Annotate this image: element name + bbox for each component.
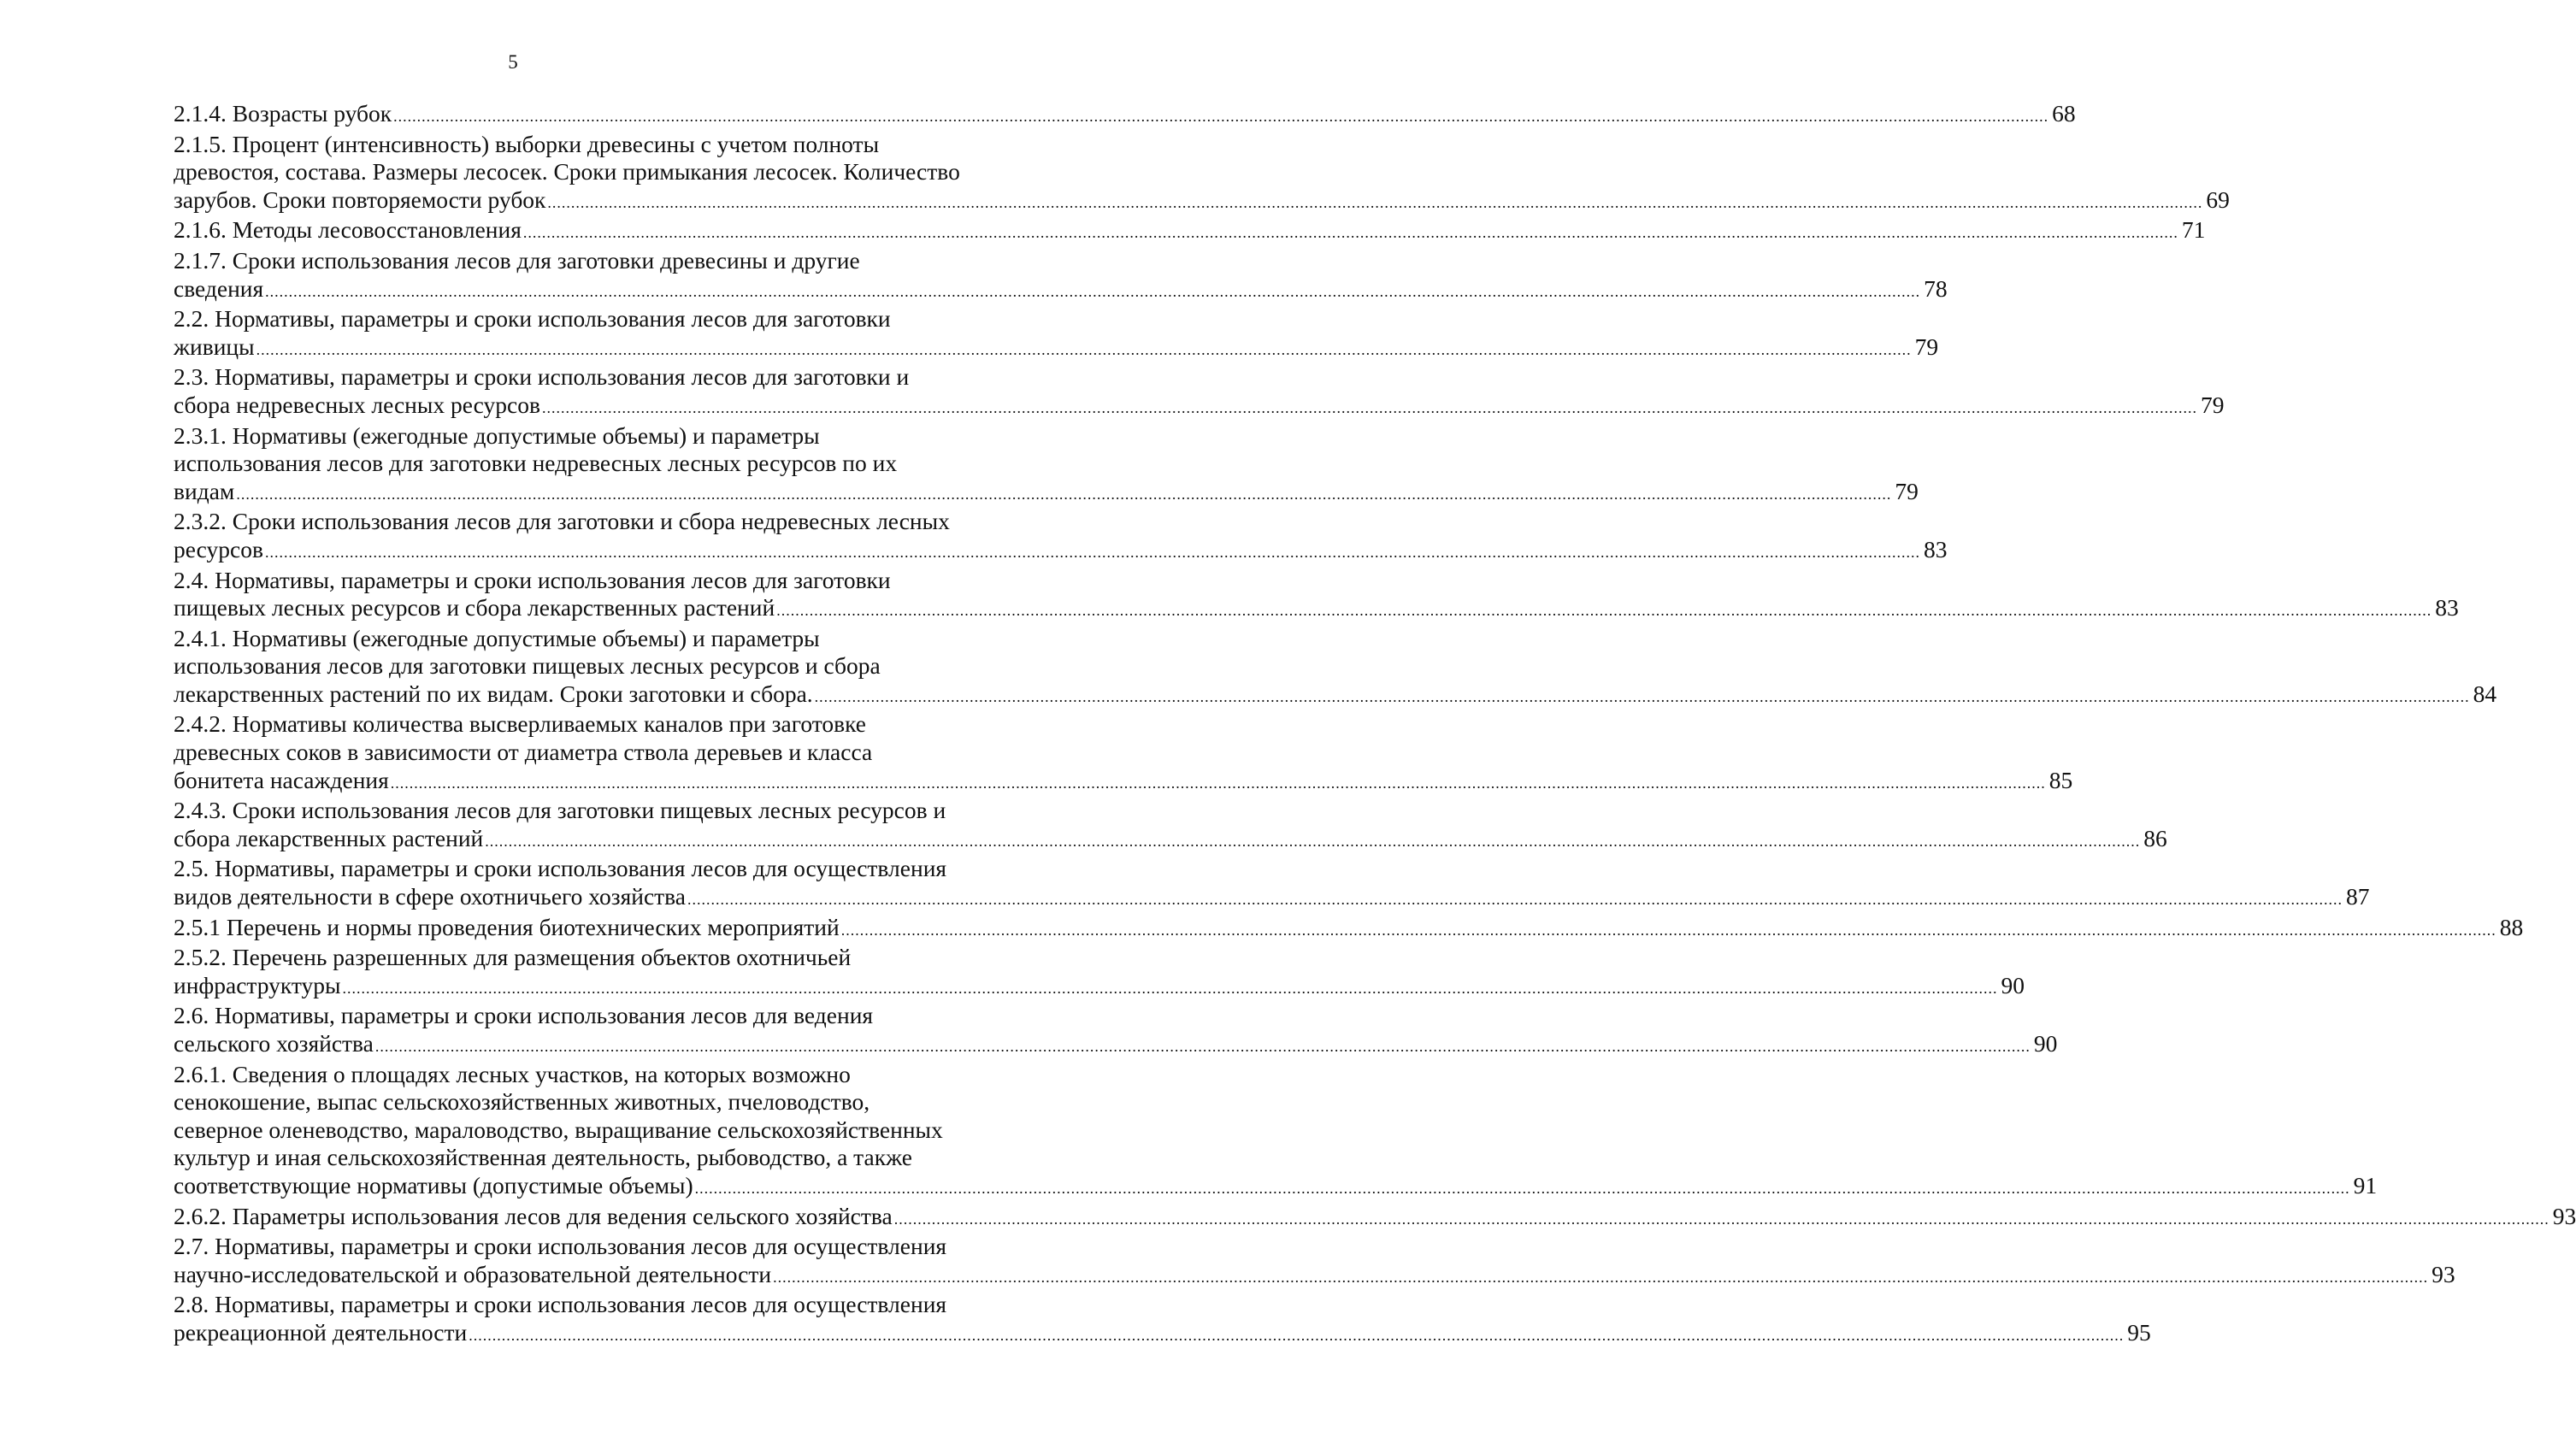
toc-page-number: 88 bbox=[2499, 913, 2524, 940]
page-number: 5 bbox=[508, 51, 518, 73]
dot-leader bbox=[542, 394, 2197, 422]
toc-entry-last-line bbox=[174, 274, 1948, 306]
dot-leader bbox=[391, 769, 2046, 798]
dot-leader bbox=[265, 278, 1920, 306]
toc-entry-last-line bbox=[174, 216, 2206, 247]
dot-leader bbox=[841, 916, 2496, 945]
toc-entry-last-line bbox=[174, 913, 2524, 945]
toc-page-number: 83 bbox=[2435, 594, 2459, 621]
toc-entry-line: лекарственных растений по их видам. Сроки заготовки и сбора. bbox=[174, 680, 813, 707]
toc-entry bbox=[174, 100, 2076, 131]
toc-entry-line: 2.6. Нормативы, параметры и сроки использования лесов для ведения bbox=[174, 1002, 874, 1029]
toc-entry bbox=[174, 944, 2025, 1002]
toc-entry-line: зарубов. Сроки повторяемости рубок bbox=[174, 186, 546, 213]
dot-leader bbox=[485, 828, 2140, 856]
dot-leader bbox=[695, 1175, 2350, 1203]
toc-entry-line: 2.1.5. Процент (интенсивность) выборки древесины с учетом полноты bbox=[174, 130, 880, 157]
toc-entry-last-line bbox=[174, 1202, 2576, 1234]
toc-entry-last-line bbox=[174, 1318, 2151, 1350]
toc-page-number: 69 bbox=[2206, 186, 2230, 213]
dot-leader bbox=[236, 480, 1891, 509]
toc-page-number: 95 bbox=[2127, 1318, 2151, 1346]
toc-entry-last-line bbox=[174, 971, 2025, 1003]
toc-page-number: 90 bbox=[2001, 971, 2025, 998]
toc-entry-line: 2.6.2. Параметры использования лесов для ведения сельского хозяйства bbox=[174, 1202, 893, 1229]
toc-entry-line: рекреационной деятельности bbox=[174, 1318, 468, 1346]
toc-entry-line: северное оленеводство, мараловодство, выращивание сельскохозяйственных bbox=[174, 1116, 943, 1143]
toc-entry-last-line bbox=[174, 883, 2370, 914]
toc-entry-line: 2.1.6. Методы лесовосстановления bbox=[174, 216, 522, 244]
toc-entry-line: сбора недревесных лесных ресурсов bbox=[174, 391, 540, 418]
toc-page-number: 79 bbox=[1895, 477, 1919, 504]
toc-entry bbox=[174, 421, 1919, 509]
toc-entry-line: 2.5.2. Перечень разрешенных для размещения объектов охотничьей bbox=[174, 944, 852, 971]
toc-entry-last-line bbox=[174, 594, 2459, 625]
dot-leader bbox=[815, 683, 2470, 711]
toc-entry bbox=[174, 913, 2524, 945]
toc-entry-line: ресурсов bbox=[174, 535, 263, 563]
toc-entry-line: древостоя, состава. Размеры лесосек. Сроки примыкания лесосек. Количество bbox=[174, 158, 960, 186]
toc-entry-line: соответствующие нормативы (допустимые объемы) bbox=[174, 1171, 693, 1199]
dot-leader bbox=[773, 1263, 2428, 1292]
toc-entry-line: видов деятельности в сфере охотничьего хозяйства bbox=[174, 883, 686, 910]
toc-page-number: 83 bbox=[1923, 535, 1948, 563]
dot-leader bbox=[265, 539, 1920, 567]
toc-entry-line: использования лесов для заготовки недревесных лесных ресурсов по их bbox=[174, 450, 898, 477]
toc-entry-line: 2.5. Нормативы, параметры и сроки использования лесов для осуществления bbox=[174, 855, 947, 882]
toc-entry bbox=[174, 1002, 2058, 1060]
toc-entry bbox=[174, 855, 2370, 913]
toc-entry-line: древесных соков в зависимости от диаметра ствола деревьев и класса bbox=[174, 739, 873, 766]
toc-entry-line: культур и иная сельскохозяйственная деятельность, рыбоводство, а также bbox=[174, 1144, 912, 1171]
dot-leader bbox=[776, 597, 2432, 625]
toc-page-number: 87 bbox=[2346, 883, 2370, 910]
toc-entry-line: живицы bbox=[174, 333, 255, 360]
toc-entry-line: научно-исследовательской и образовательной деятельности bbox=[174, 1260, 772, 1287]
toc-entry-line: 2.5.1 Перечень и нормы проведения биотехнических мероприятий bbox=[174, 913, 840, 940]
toc-entry-line: 2.2. Нормативы, параметры и сроки использования лесов для заготовки bbox=[174, 305, 891, 333]
toc-entry bbox=[174, 797, 2167, 855]
toc-entry-line: сельского хозяйства bbox=[174, 1030, 374, 1057]
toc-entry bbox=[174, 1291, 2151, 1349]
toc-entry-line: сенокошение, выпас сельскохозяйственных животных, пчеловодство, bbox=[174, 1088, 870, 1116]
toc-page-number: 93 bbox=[2432, 1260, 2455, 1287]
toc-entry bbox=[174, 216, 2206, 247]
toc-entry-last-line bbox=[174, 1030, 2058, 1061]
toc-entry-line: 2.4.1. Нормативы (ежегодные допустимые объемы) и параметры bbox=[174, 624, 820, 651]
toc-entry bbox=[174, 624, 2497, 711]
toc-entry-line: 2.4. Нормативы, параметры и сроки использования лесов для заготовки bbox=[174, 566, 891, 593]
toc-page-number: 78 bbox=[1924, 274, 1948, 302]
toc-entry-last-line bbox=[174, 766, 2073, 798]
dot-leader bbox=[343, 975, 1998, 1003]
toc-entry bbox=[174, 508, 1948, 566]
table-of-contents bbox=[174, 100, 2576, 1350]
dot-leader bbox=[256, 336, 1912, 364]
toc-entry bbox=[174, 566, 2459, 625]
toc-entry-line: видам bbox=[174, 477, 235, 504]
toc-entry-line: 2.3.1. Нормативы (ежегодные допустимые объемы) и параметры bbox=[174, 421, 820, 449]
toc-entry-last-line bbox=[174, 477, 1919, 509]
toc-entry-line: 2.4.2. Нормативы количества высверливаемых каналов при заготовке bbox=[174, 710, 867, 738]
toc-entry-line: бонитета насаждения bbox=[174, 766, 389, 793]
dot-leader bbox=[523, 219, 2178, 247]
toc-entry bbox=[174, 363, 2225, 421]
toc-entry-last-line bbox=[174, 824, 2167, 856]
toc-entry-last-line bbox=[174, 391, 2225, 422]
toc-entry-line: 2.3.2. Сроки использования лесов для заготовки и сбора недревесных лесных bbox=[174, 508, 950, 535]
toc-page-number: 85 bbox=[2048, 766, 2073, 793]
toc-entry bbox=[174, 130, 2230, 217]
toc-page-number: 84 bbox=[2473, 680, 2497, 707]
toc-entry-last-line bbox=[174, 1171, 2378, 1203]
toc-entry bbox=[174, 1233, 2455, 1291]
toc-entry-line: 2.1.4. Возрасты рубок bbox=[174, 100, 392, 127]
toc-entry-line: 2.4.3. Сроки использования лесов для заготовки пищевых лесных ресурсов и bbox=[174, 797, 946, 824]
toc-entry-last-line bbox=[174, 535, 1948, 567]
toc-page-number: 79 bbox=[1914, 333, 1939, 360]
toc-entry bbox=[174, 1060, 2378, 1203]
toc-entry-line: использования лесов для заготовки пищевых лесных ресурсов и сбора bbox=[174, 652, 881, 680]
toc-entry-line: 2.6.1. Сведения о площадях лесных участков, на которых возможно bbox=[174, 1060, 851, 1087]
toc-entry-last-line bbox=[174, 333, 1939, 364]
dot-leader bbox=[375, 1033, 2031, 1061]
toc-entry-line: 2.1.7. Сроки использования лесов для заготовки древесины и другие bbox=[174, 246, 860, 274]
toc-entry bbox=[174, 305, 1939, 363]
toc-entry-line: сведения bbox=[174, 274, 264, 302]
dot-leader bbox=[469, 1322, 2124, 1350]
toc-page-number: 71 bbox=[2181, 216, 2206, 244]
toc-entry bbox=[174, 1202, 2576, 1234]
toc-entry bbox=[174, 246, 1948, 305]
toc-entry-line: сбора лекарственных растений bbox=[174, 824, 484, 851]
toc-entry-line: инфраструктуры bbox=[174, 971, 341, 998]
dot-leader bbox=[687, 886, 2343, 914]
toc-page-number: 79 bbox=[2200, 391, 2225, 418]
toc-page-number: 90 bbox=[2033, 1030, 2058, 1057]
toc-entry-line: 2.3. Нормативы, параметры и сроки использования лесов для заготовки и bbox=[174, 363, 910, 391]
toc-entry-line: пищевых лесных ресурсов и сбора лекарственных растений bbox=[174, 594, 775, 621]
toc-entry-line: 2.8. Нормативы, параметры и сроки использования лесов для осуществления bbox=[174, 1291, 947, 1318]
toc-page-number: 93 bbox=[2552, 1202, 2576, 1229]
toc-page-number: 68 bbox=[2052, 100, 2076, 127]
toc-entry-last-line bbox=[174, 186, 2230, 217]
toc-entry-line: 2.7. Нормативы, параметры и сроки использования лесов для осуществления bbox=[174, 1233, 947, 1260]
dot-leader bbox=[894, 1205, 2549, 1234]
toc-entry-last-line bbox=[174, 680, 2497, 711]
toc-page-number: 91 bbox=[2353, 1171, 2378, 1199]
toc-page-number: 86 bbox=[2143, 824, 2167, 851]
toc-entry-last-line bbox=[174, 100, 2076, 131]
toc-entry-last-line bbox=[174, 1260, 2455, 1292]
dot-leader bbox=[393, 103, 2048, 131]
dot-leader bbox=[547, 189, 2202, 217]
toc-entry bbox=[174, 710, 2073, 797]
